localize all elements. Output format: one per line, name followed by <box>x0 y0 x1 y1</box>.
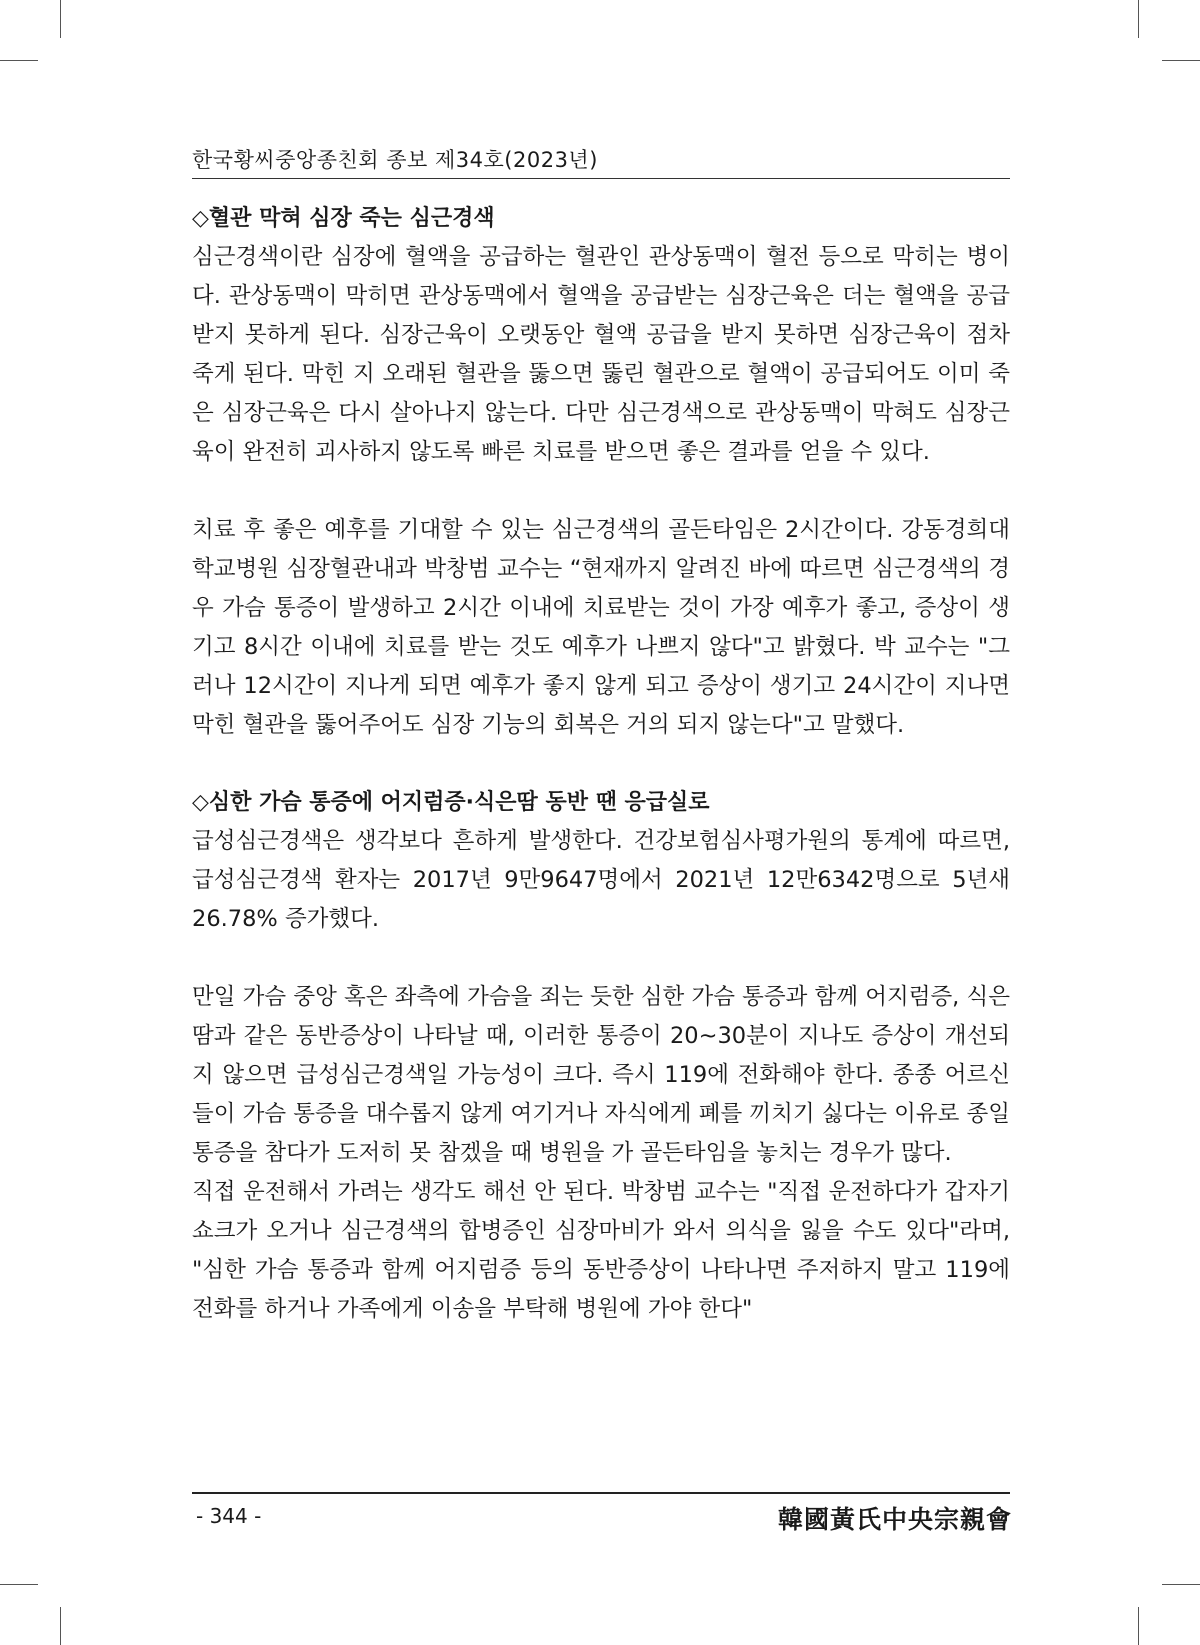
header-rule <box>192 178 1010 179</box>
section-heading: ◇심한 가슴 통증에 어지럼증·식은땀 동반 땐 응급실로 <box>192 790 710 815</box>
footer-rule <box>192 1492 1010 1494</box>
crop-mark <box>0 60 38 61</box>
page-number: - 344 - <box>196 1504 262 1528</box>
article-body <box>192 200 1010 1329</box>
body-paragraph: 심근경색이란 심장에 혈액을 공급하는 혈관인 관상동맥이 혈전 등으로 막히는 병이다. 관상동맥이 막히면 관상동맥에서 혈액을 공급받는 심장근육은 더는 혈액을 공급받지 못하게 된다. 심장근육이 오랫동안 혈액 공급을 받지 못하면 심장근육이 점차 죽게 된다. 막힌 지 오래된 혈관을 뚫으면 뚫린 혈관으로 혈액이 공급되어도 이미 죽은 심장근육은 다시 살아나지 않는다. 다만 심근경색으로 관상동맥이 막혀도 심장근육이 완전히 괴사하지 않도록 빠른 치료를 받으면 좋은 결과를 얻을 수 있다. <box>192 244 1010 465</box>
body-paragraph: 치료 후 좋은 예후를 기대할 수 있는 심근경색의 골든타임은 2시간이다. 강동경희대학교병원 심장혈관내과 박창범 교수는 “현재까지 알려진 바에 따르면 심근경색의 경우 가슴 통증이 발생하고 2시간 이내에 치료받는 것이 가장 예후가 좋고, 증상이 생기고 8시간 이내에 치료를 받는 것도 예후가 나쁘지 않다"고 밝혔다. 박 교수는 "그러나 12시간이 지나게 되면 예후가 좋지 않게 되고 증상이 생기고 24시간이 지나면 막힌 혈관을 뚫어주어도 심장 기능의 회복은 거의 되지 않는다"고 말했다. <box>192 517 1010 738</box>
crop-mark <box>1138 0 1139 38</box>
section-heading: ◇혈관 막혀 심장 죽는 심근경색 <box>192 206 495 231</box>
crop-mark <box>1138 1607 1139 1645</box>
crop-mark <box>60 0 61 38</box>
body-paragraph: 급성심근경색은 생각보다 흔하게 발생한다. 건강보험심사평가원의 통계에 따르면, 급성심근경색 환자는 2017년 9만9647명에서 2021년 12만6342명으로 5년새 26.78% 증가했다. <box>192 828 1010 932</box>
crop-mark <box>1162 60 1200 61</box>
running-header: 한국황씨중앙종친회 종보 제34호(2023년) <box>192 148 598 172</box>
paragraph-gap <box>192 472 1010 511</box>
crop-mark <box>60 1607 61 1645</box>
paragraph-gap <box>192 939 1010 978</box>
body-paragraph: 만일 가슴 중앙 혹은 좌측에 가슴을 죄는 듯한 심한 가슴 통증과 함께 어지럼증, 식은땀과 같은 동반증상이 나타날 때, 이러한 통증이 20~30분이 지나도 증상이 개선되지 않으면 급성심근경색일 가능성이 크다. 즉시 119에 전화해야 한다. 종종 어르신들이 가슴 통증을 대수롭지 않게 여기거나 자식에게 폐를 끼치기 싫다는 이유로 종일 통증을 참다가 도저히 못 참겠을 때 병원을 가 골든타임을 놓치는 경우가 많다. <box>192 984 1010 1166</box>
society-logo: 韓國黃氏中央宗親會 <box>777 1505 1012 1534</box>
crop-mark <box>0 1584 38 1585</box>
crop-mark <box>1162 1584 1200 1585</box>
body-paragraph: 직접 운전해서 가려는 생각도 해선 안 된다. 박창범 교수는 "직접 운전하다가 갑자기 쇼크가 오거나 심근경색의 합병증인 심장마비가 와서 의식을 잃을 수도 있다"라며, "심한 가슴 통증과 함께 어지럼증 등의 동반증상이 나타나면 주저하지 말고 119에 전화를 하거나 가족에게 이송을 부탁해 병원에 가야 한다" <box>192 1179 1010 1322</box>
paragraph-gap <box>192 745 1010 784</box>
